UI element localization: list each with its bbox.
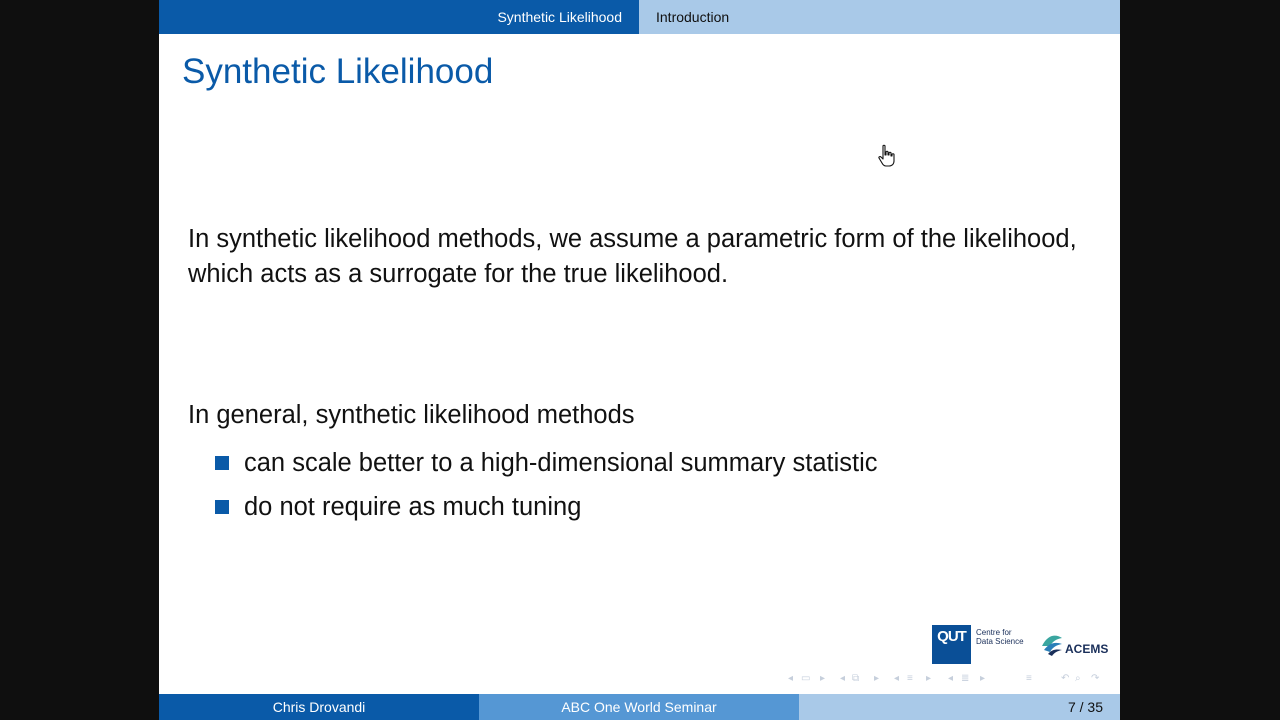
nav-right-arrow-icon[interactable]: ▸	[820, 673, 826, 684]
bullet-square-icon	[215, 456, 229, 470]
header-section-link[interactable]: Synthetic Likelihood	[497, 9, 622, 25]
nav-right-arrow-icon[interactable]: ▸	[874, 673, 880, 684]
nav-frame-icon[interactable]: ▭	[801, 673, 811, 684]
slide	[159, 0, 1120, 720]
header-navigation-bar	[159, 0, 1120, 34]
list-item	[215, 441, 878, 485]
footer-bar	[159, 694, 1120, 720]
qut-centre-text	[976, 628, 1036, 646]
nav-subsection-icon[interactable]: ⧉	[852, 673, 860, 684]
bullet-list	[215, 441, 878, 529]
bullet-square-icon	[215, 500, 229, 514]
header-section-segment[interactable]	[159, 0, 639, 34]
qut-centre-line1: Centre for	[976, 628, 1012, 637]
acems-bird-icon	[1040, 632, 1064, 658]
paragraph-parametric-form: In synthetic likelihood methods, we assume a parametric form of the likelihood, which acts as a surrogate for the true likelihood.	[188, 225, 1077, 288]
paragraph-in-general: In general, synthetic likelihood methods	[188, 401, 635, 429]
nav-search-icon[interactable]: ⌕	[1075, 673, 1081, 684]
header-subsection-segment[interactable]	[639, 0, 1120, 34]
nav-left-arrow-icon[interactable]: ◂	[788, 673, 794, 684]
nav-left-arrow-icon[interactable]: ◂	[948, 673, 954, 684]
qut-centre-line2: Data Science	[976, 637, 1024, 646]
beamer-navigation-symbols	[786, 672, 1112, 686]
nav-forward-icon[interactable]: ↷	[1091, 673, 1100, 684]
qut-logo	[932, 625, 1036, 664]
list-item	[215, 485, 878, 529]
nav-right-arrow-icon[interactable]: ▸	[926, 673, 932, 684]
bullet-text: can scale better to a high-dimensional summary statistic	[244, 448, 878, 477]
hand-pointer-cursor-icon	[876, 144, 898, 168]
nav-section-icon[interactable]: ≡	[907, 673, 913, 684]
bullet-text: do not require as much tuning	[244, 492, 582, 521]
footer-page-number: 7 / 35	[1067, 699, 1103, 715]
acems-wordmark: ACEMS	[1065, 642, 1109, 656]
nav-right-arrow-icon[interactable]: ▸	[980, 673, 986, 684]
nav-left-arrow-icon[interactable]: ◂	[894, 673, 900, 684]
footer-page-segment	[799, 694, 1120, 720]
nav-left-arrow-icon[interactable]: ◂	[840, 673, 846, 684]
footer-event: ABC One World Seminar	[479, 694, 799, 720]
qut-mark: QUT	[932, 625, 971, 664]
nav-appendix-icon[interactable]: ≡	[1026, 673, 1032, 684]
footer-author: Chris Drovandi	[159, 694, 479, 720]
slide-title: Synthetic Likelihood	[182, 52, 494, 91]
nav-document-icon[interactable]: ≣	[961, 673, 970, 684]
nav-back-icon[interactable]: ↶	[1061, 673, 1070, 684]
header-subsection-link[interactable]: Introduction	[656, 9, 730, 25]
acems-logo	[1040, 632, 1108, 658]
